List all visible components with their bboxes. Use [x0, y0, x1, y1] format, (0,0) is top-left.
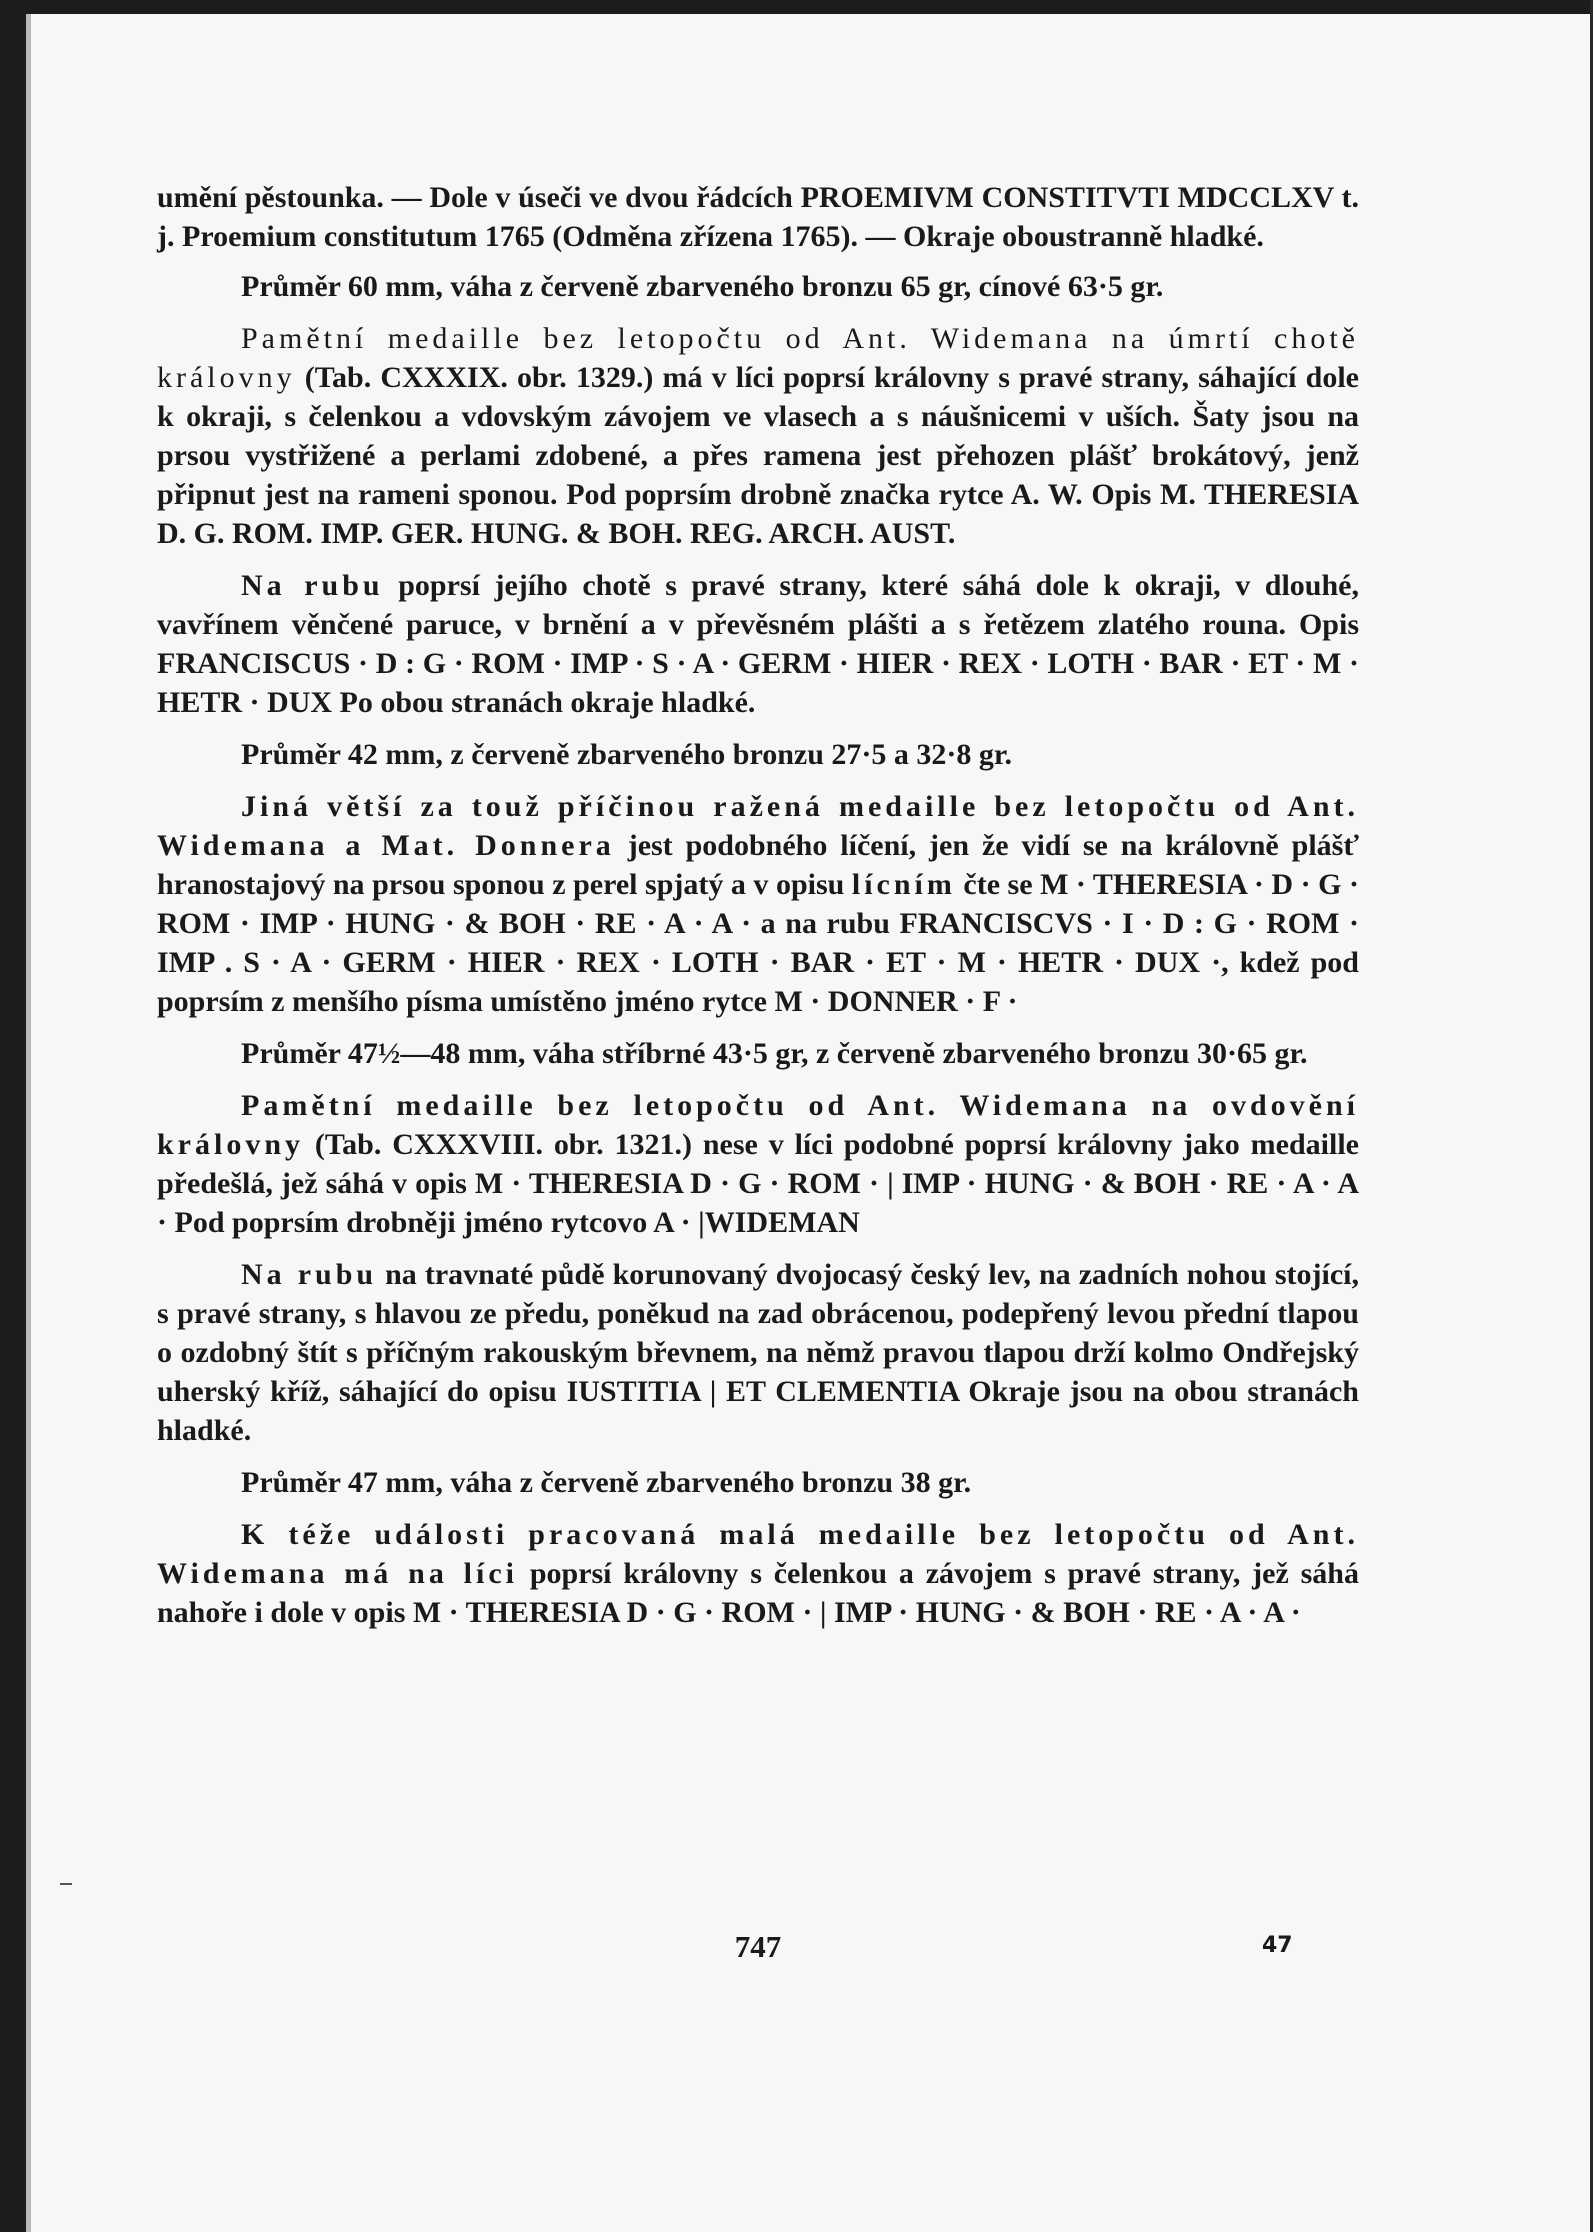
paragraph-text: na travnaté půdě korunovaný dvojocasý český lev, na zadních nohou stojící, s pravé strany, s hlavou ze předu, poněkud na zad obrácenou, podepřený levou přední tlapou o ozdobný štít s příčným rakouským břevnem, na němž pravou tlapou drží kolmo Ondřejský uherský kříž, sáhající do opisu IUSTITIA | ET CLEMENTIA Okraje jsou na obou stranách hladké.	[157, 1258, 1359, 1447]
paragraph-continuation	[157, 178, 1359, 256]
paragraph-text: (Tab. CXXXVIII. obr. 1321.) nese v líci podobné poprsí královny jako medaille předešlá, jež sáhá v opis M · THERESIA D · G · ROM · | IMP · HUNG · & BOH · RE · A · A · Pod poprsím drobněji jméno rytcovo A · |WIDEMAN	[157, 1128, 1359, 1239]
paragraph-text: jest podobného líčení, jen že vidí se na královně plášť hranostajový na prsou sponou z perel spjatý a v opisu	[157, 829, 1359, 901]
scan-border-left	[0, 0, 26, 2232]
paragraph-larger-medal	[157, 787, 1359, 1021]
sheet-signature-number: 47	[1262, 1933, 1293, 1958]
paragraph-lead-spaced: lícním	[851, 868, 956, 901]
paragraph-lead-spaced: Na rubu	[241, 1258, 378, 1291]
paragraph-small-medal	[157, 1515, 1359, 1632]
paragraph-text: poprsí královny s čelenkou a závojem s pravé strany, jež sáhá nahoře i dole v opis M · THERESIA D · G · ROM · | IMP · HUNG · & BOH · RE · A · A ·	[157, 1557, 1359, 1629]
margin-mark	[60, 1883, 72, 1885]
page-number: 747	[734, 1929, 782, 1964]
paragraph-text: (Tab. CXXXIX. obr. 1329.) má v líci poprsí královny s pravé strany, sáhající dole k okraji, s čelenkou a vdovským závojem ve vlasech a s náušnicemi v uších. Šaty jsou na prsou vystřižené a perlami zdobené, a přes ramena jest přehozen plášť brokátový, jenž připnut jest na rameni sponou. Pod poprsím drobně značka rytce A. W. Opis M. THERESIA D. G. ROM. IMP. GER. HUNG. & BOH. REG. ARCH. AUST.	[157, 361, 1359, 550]
paragraph-text: Průměr 47 mm, váha z červeně zbarveného bronzu 38 gr.	[241, 1466, 972, 1499]
paragraph-lead-spaced: Pamětní medaille bez letopočtu od Ant. Widemana na ovdovění královny	[157, 1089, 1359, 1161]
paragraph-lead-spaced: Jiná větší za touž příčinou ražená medaille bez letopočtu od Ant. Widemana a Mat. Donnera	[157, 790, 1359, 862]
paragraph-text: Průměr 60 mm, váha z červeně zbarveného bronzu 65 gr, cínové 63·5 gr.	[241, 270, 1164, 303]
scan-border-top	[0, 0, 1593, 14]
paragraph-lead-spaced: K téže události pracovaná malá medaille bez letopočtu od Ant. Widemana má na líci	[157, 1518, 1359, 1590]
paragraph-measurements	[157, 1034, 1359, 1073]
paragraph-text: čte se M · THERESIA · D · G · ROM · IMP · HUNG · & BOH · RE · A · A · a na rubu FRANCISCVS · I · D : G · ROM · IMP . S · A · GERM · HIER · REX · LOTH · BAR · ET · M · HETR · DUX ·, kdež pod poprsím z menšího písma umístěno jméno rytce M · DONNER · F ·	[157, 868, 1359, 1018]
paragraph-reverse	[157, 1255, 1359, 1450]
paragraph-lead-spaced: Pamětní medaille bez letopočtu od Ant. Widemana na úmrtí chotě královny	[157, 322, 1359, 394]
paragraph-text: Průměr 42 mm, z červeně zbarveného bronzu 27·5 a 32·8 gr.	[241, 738, 1012, 771]
paragraph-text: umění pěstounka. — Dole v úseči ve dvou řádcích PROEMIVM CONSTITVTI MDCCLXV t. j. Proemium constitutum 1765 (Odměna zřízena 1765). — Okraje oboustranně hladké.	[157, 181, 1359, 253]
paragraph-text: poprsí jejího chotě s pravé strany, které sáhá dole k okraji, v dlouhé, vavřínem věnčené paruce, v brnění a v převěsném plášti a s řetězem zlatého rouna. Opis FRANCISCUS · D : G · ROM · IMP · S · A · GERM · HIER · REX · LOTH · BAR · ET · M · HETR · DUX Po obou stranách okraje hladké.	[157, 569, 1359, 719]
paragraph-widowhood-medal	[157, 1086, 1359, 1242]
paragraph-text: Průměr 47½—48 mm, váha stříbrné 43·5 gr, z červeně zbarveného bronzu 30·65 gr.	[241, 1037, 1308, 1070]
paragraph-reverse	[157, 566, 1359, 722]
text-column	[157, 178, 1359, 1645]
paragraph-measurements	[157, 735, 1359, 774]
paragraph-measurements	[157, 1463, 1359, 1502]
paragraph-lead-spaced: Na rubu	[241, 569, 384, 602]
paragraph-measurements	[157, 267, 1359, 306]
paragraph-medal-description	[157, 319, 1359, 553]
